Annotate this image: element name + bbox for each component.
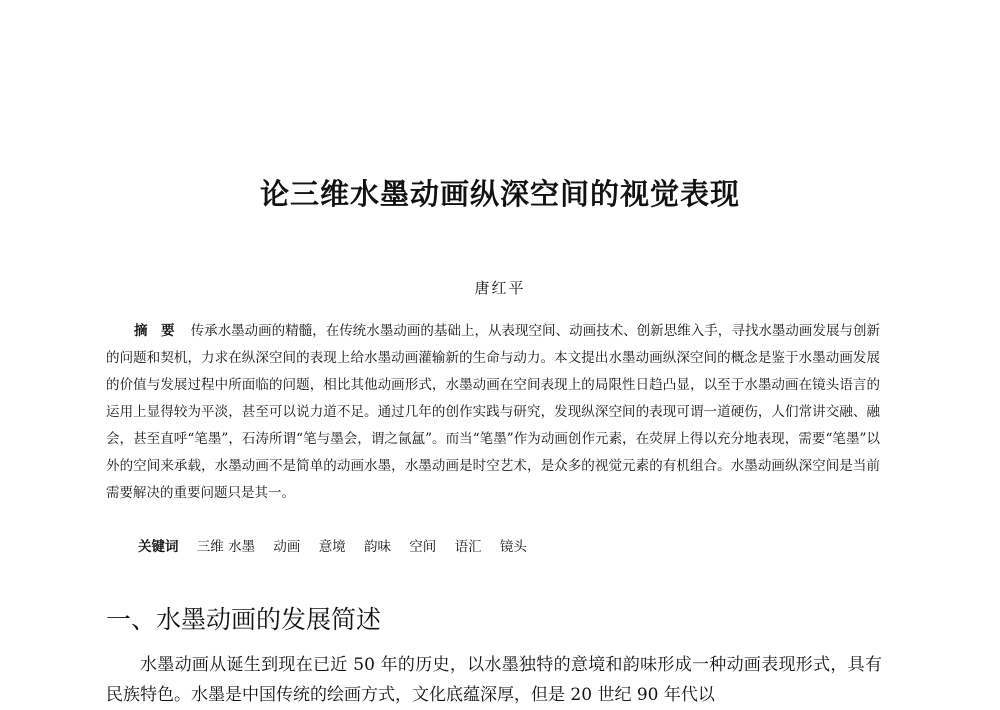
abstract-paragraph bbox=[106, 318, 880, 507]
section-heading: 一、水墨动画的发展简述 bbox=[106, 605, 382, 634]
keyword: 动画 bbox=[273, 539, 301, 555]
author-name: 唐红平 bbox=[474, 279, 526, 297]
abstract-label: 摘 要 bbox=[134, 323, 175, 339]
keywords-label: 关键词 bbox=[138, 539, 179, 555]
keyword: 韵味 bbox=[363, 539, 391, 555]
body-paragraph: 水墨动画从诞生到现在已近 50 年的历史，以水墨独特的意境和韵味形成一种动画表现形式，具有民族特色。水墨是中国传统的绘画方式，文化底蕴深厚，但是 20 世纪 90 年代以 bbox=[106, 655, 882, 705]
keyword: 镜头 bbox=[499, 539, 527, 555]
abstract-block bbox=[106, 318, 880, 507]
keyword: 空间 bbox=[409, 539, 437, 555]
keywords-line bbox=[138, 535, 527, 555]
keyword: 语汇 bbox=[454, 539, 482, 555]
abstract-text: 传承水墨动画的精髓，在传统水墨动画的基础上，从表现空间、动画技术、创新思维入手，寻找水墨动画发展与创新的问题和契机，力求在纵深空间的表现上给水墨动画灌输新的生命与动力。本文提出水墨动画纵深空间的概念是鉴于水墨动画发展的价值与发展过程中所面临的问题，相比其他动画形式，水墨动画在空间表现上的局限性日趋凸显，以至于水墨动画在镜头语言的运用上显得较为平淡，甚至可以说力道不足。通过几年的创作实践与研究，发现纵深空间的表现可谓一道硬伤，人们常讲交融、融会，甚至直呼“笔墨”，石涛所谓“笔与墨会，谓之氤氲”。而当“笔墨”作为动画创作元素，在荧屏上得以充分地表现，需要“笔墨”以外的空间来承载，水墨动画不是简单的动画水墨，水墨动画是时空艺术，是众多的视觉元素的有机组合。水墨动画纵深空间是当前需要解决的重要问题只是其一。 bbox=[106, 323, 881, 501]
paper-title: 论三维水墨动画纵深空间的视觉表现 bbox=[259, 177, 740, 211]
keyword: 三维 水墨 bbox=[196, 539, 256, 555]
keyword: 意境 bbox=[318, 539, 346, 555]
body-text bbox=[106, 650, 882, 710]
